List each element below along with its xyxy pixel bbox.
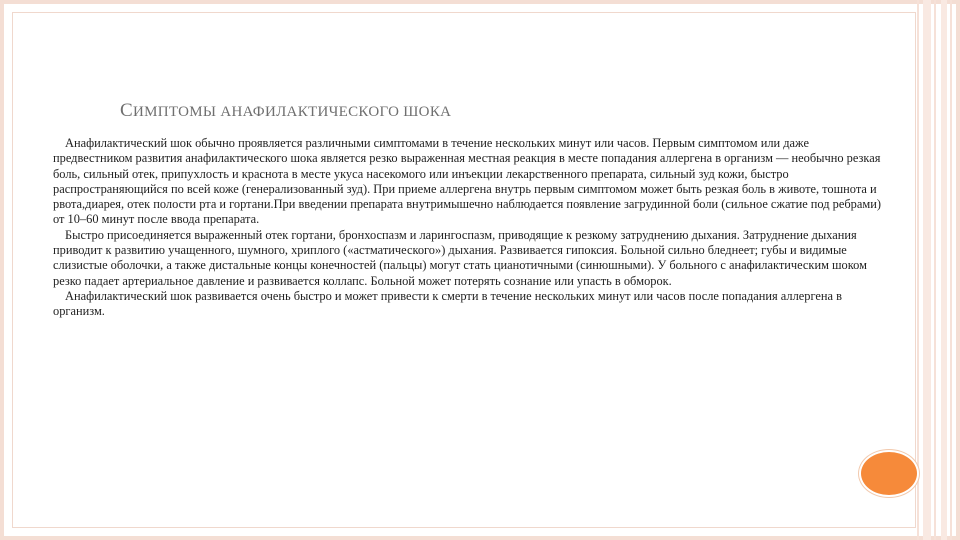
orange-circle-decoration [859,450,919,497]
body-paragraph-2: Быстро присоединяется выраженный отек гортани, бронхоспазм и ларингоспазм, приводящие к резкому затруднению дыхания. Затруднение дыхания приводит к развитию учащенного, шумного, хриплого («астматического») дыхания. Развивается гипоксия. Больной сильно бледнеет; губы и видимые слизистые оболочки, а также дистальные концы конечностей (пальцы) могут стать цианотичными (синюшными). У больного с анафилактическим шоком резко падает артериальное давление и развивается коллапс. Больной может потерять сознание или упасть в обморок. [53,227,867,288]
decor-stripe [917,0,919,540]
decor-stripe [934,0,936,540]
slide-title-rest: ИМПТОМЫ АНАФИЛАКТИЧЕСКОГО ШОКА [132,104,452,120]
decor-stripe [950,0,952,540]
body-paragraph-3: Анафилактический шок развивается очень быстро и может привести к смерти в течение нескольких минут или часов после попадания аллергена в организм. [53,288,842,319]
decor-stripe [923,0,931,540]
slide-title-initial: С [120,100,133,121]
decor-stripe [941,0,947,540]
slide-body [53,136,881,320]
slide-title [120,100,451,122]
body-paragraph-1: Анафилактический шок обычно проявляется различными симптомами в течение нескольких минут или часов. Первым симптомом или даже предвестником развития анафилактического шока является резко выраженная местная реакция в месте попадания аллергена в организм — необычно резкая боль, сильный отек, припухлость и краснота в месте укуса насекомого или инъекции лекарственного препарата, сильный зуд кожи, быстро распространяющийся по всей коже (генерализованный зуд). При приеме аллергена внутрь первым симптомом может быть резкая боль в животе, тошнота и рвота,диарея, отек полости рта и гортани.При введении препарата внутримышечно наблюдается появление загрудинной боли (сильное сжатие под ребрами) от 10–60 минут после ввода препарата. [53,136,881,227]
